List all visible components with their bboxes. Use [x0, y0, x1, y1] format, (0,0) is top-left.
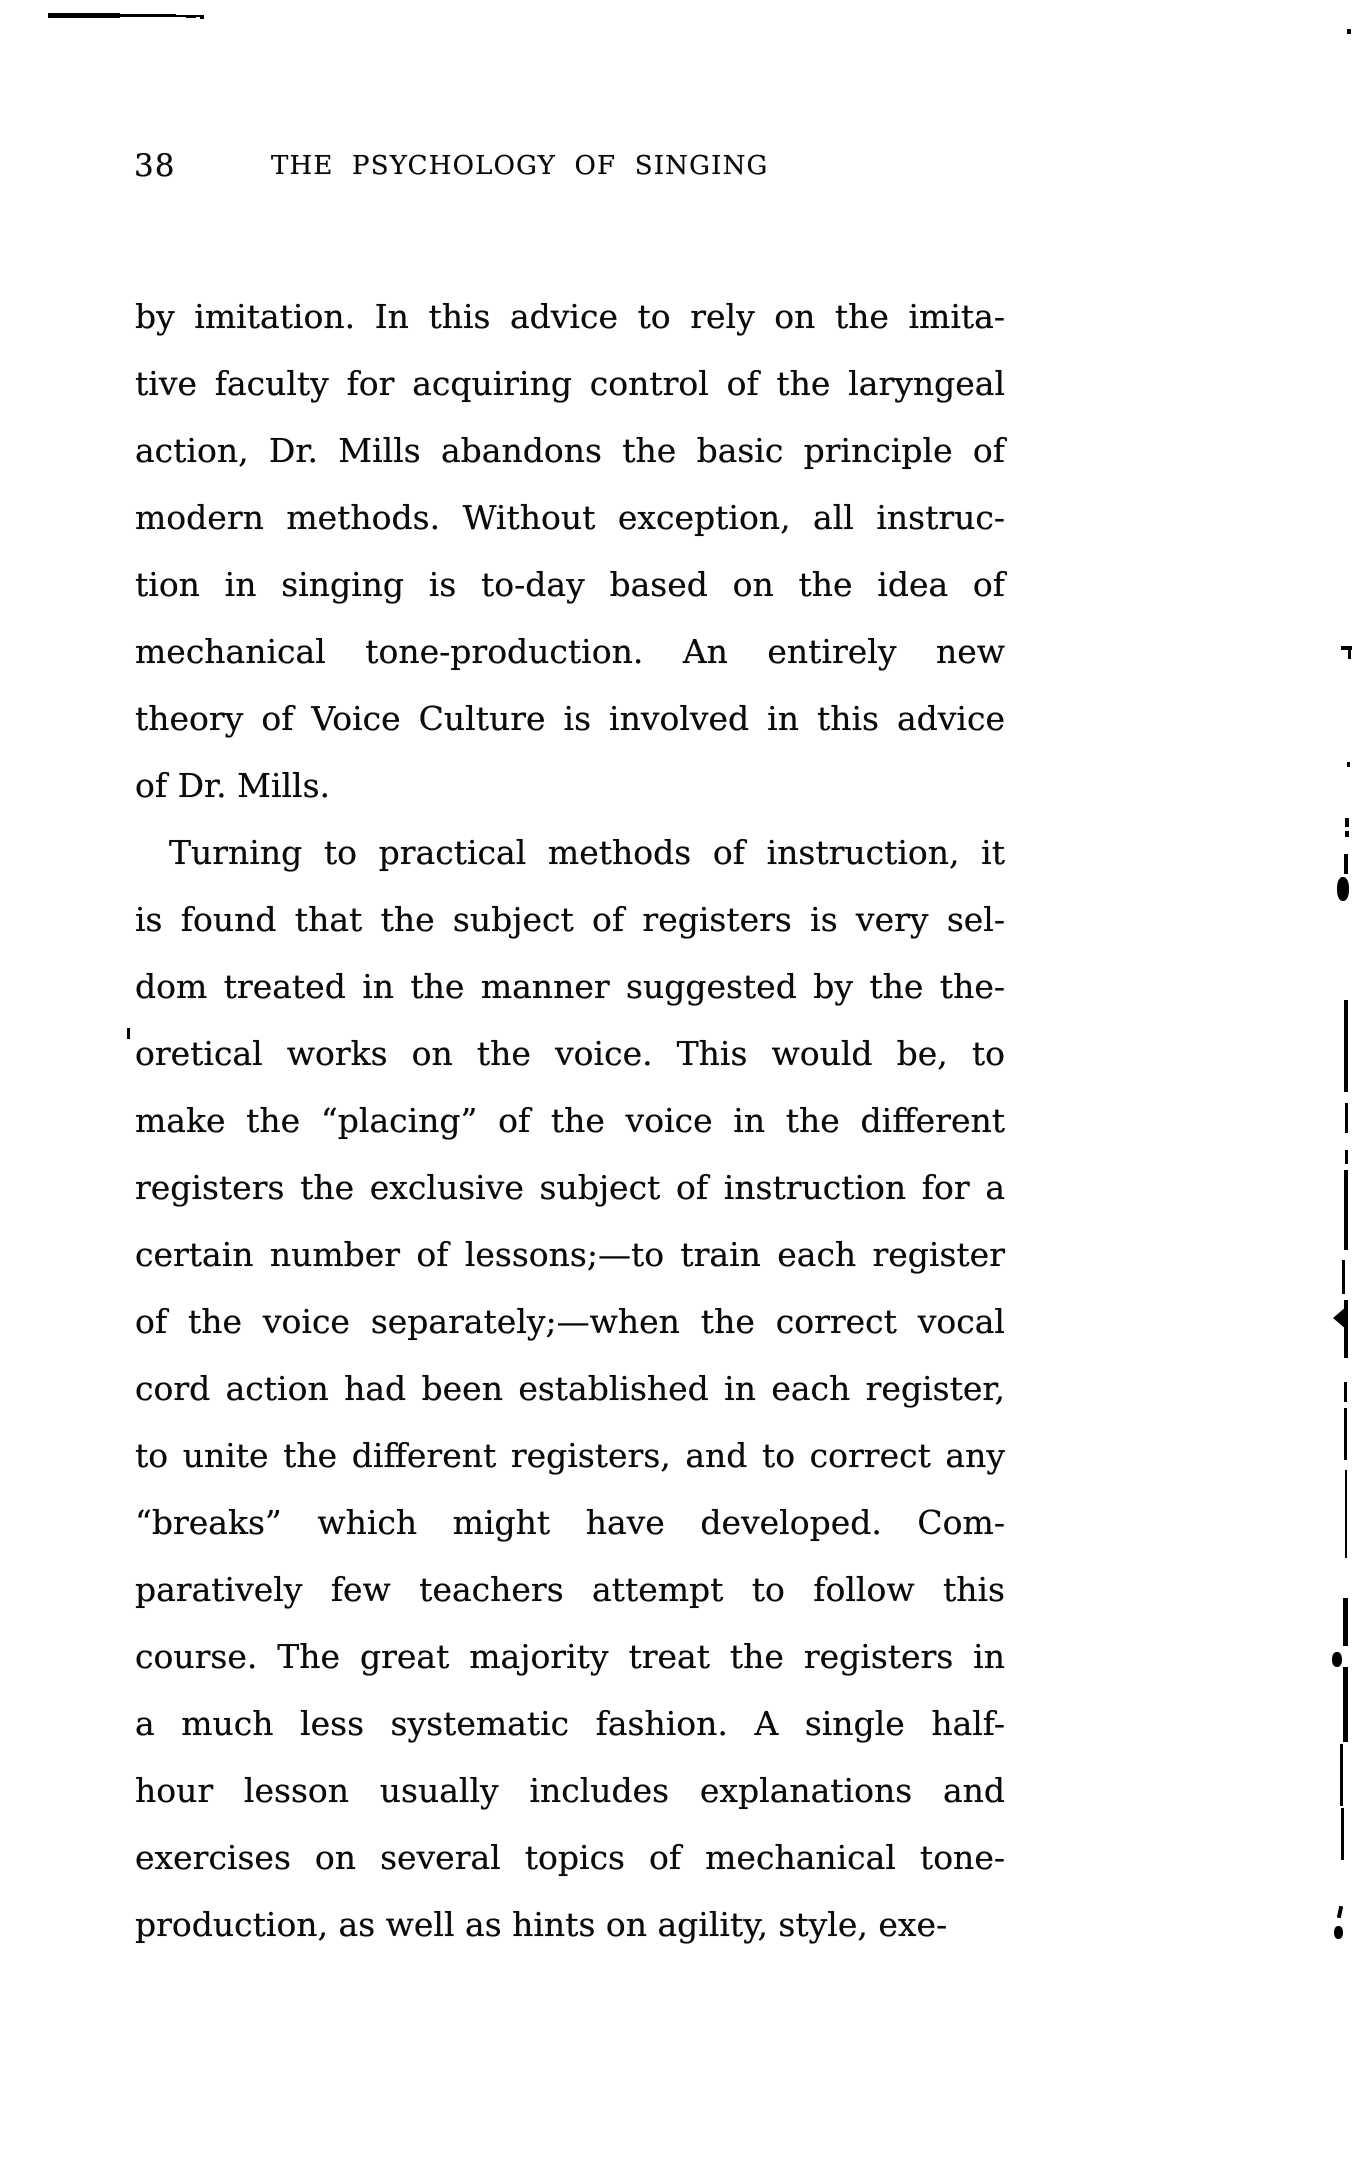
scan-artifact — [1344, 1170, 1348, 1250]
running-title: THE PSYCHOLOGY OF SINGING — [271, 151, 769, 181]
scan-artifact — [1347, 29, 1351, 34]
body-line: mechanical tone-production. An entirely new — [135, 632, 1005, 671]
scan-artifact — [1344, 1000, 1348, 1092]
scan-artifact — [1344, 1408, 1347, 1460]
scan-artifact — [1345, 831, 1349, 837]
scan-artifact — [1343, 1598, 1348, 1646]
page-number: 38 — [134, 148, 176, 184]
scan-artifact — [1345, 818, 1349, 827]
scan-artifact — [118, 14, 176, 17]
body-line: by imitation. In this advice to rely on the imita- — [135, 297, 1005, 336]
scan-artifact — [1341, 1808, 1344, 1860]
body-line: oretical works on the voice. This would be, to — [135, 1034, 1005, 1073]
body-line: course. The great majority treat the registers in — [135, 1637, 1005, 1676]
body-line: “breaks” which might have developed. Com- — [135, 1503, 1005, 1542]
body-line: Turning to practical methods of instruction, it — [169, 833, 1005, 872]
body-line: to unite the different registers, and to correct any — [135, 1436, 1005, 1475]
scan-artifact — [1340, 1744, 1343, 1806]
scan-artifact — [1337, 1906, 1343, 1919]
page-body — [135, 283, 1005, 1958]
scan-artifact — [1345, 1150, 1348, 1164]
body-line: hour lesson usually includes explanations and — [135, 1771, 1005, 1810]
scan-artifact — [127, 1028, 130, 1039]
scan-artifact — [1342, 1260, 1345, 1294]
scan-artifact — [1345, 1103, 1348, 1133]
body-line: production, as well as hints on agility, style, exe- — [135, 1905, 948, 1944]
body-line: of Dr. Mills. — [135, 766, 331, 805]
scan-artifact — [1337, 877, 1349, 901]
body-line: tion in singing is to-day based on the idea of — [135, 565, 1005, 604]
body-line: dom treated in the manner suggested by the the- — [135, 967, 1005, 1006]
body-line: exercises on several topics of mechanical tone- — [135, 1838, 1005, 1877]
running-head — [0, 146, 1372, 186]
body-line: a much less systematic fashion. A single half- — [135, 1704, 1005, 1743]
body-line: registers the exclusive subject of instruction for a — [135, 1168, 1005, 1207]
scan-artifact — [186, 16, 196, 18]
body-line: modern methods. Without exception, all instruc- — [135, 498, 1005, 537]
body-line: cord action had been established in each register, — [135, 1369, 1005, 1408]
scan-artifact — [1347, 762, 1350, 767]
body-line: certain number of lessons;—to train each register — [135, 1235, 1005, 1274]
scan-artifact — [48, 13, 120, 18]
body-line: is found that the subject of registers is very sel- — [135, 900, 1005, 939]
body-line: theory of Voice Culture is involved in this advice — [135, 699, 1005, 738]
scan-artifact — [1333, 1306, 1347, 1330]
scan-artifact — [1334, 1926, 1343, 1939]
scan-artifact — [1345, 1470, 1347, 1558]
scan-artifact — [1344, 1382, 1347, 1402]
body-line: tive faculty for acquiring control of the laryngeal — [135, 364, 1005, 403]
scan-artifact — [1348, 650, 1351, 659]
body-line: paratively few teachers attempt to follow this — [135, 1570, 1005, 1609]
scan-artifact — [200, 16, 204, 19]
scan-artifact — [1343, 1667, 1348, 1742]
body-line: action, Dr. Mills abandons the basic principle of — [135, 431, 1005, 470]
scan-artifact — [1332, 1652, 1342, 1667]
body-line: make the “placing” of the voice in the different — [135, 1101, 1005, 1140]
scan-artifact — [1344, 854, 1348, 874]
body-line: of the voice separately;—when the correct vocal — [135, 1302, 1005, 1341]
